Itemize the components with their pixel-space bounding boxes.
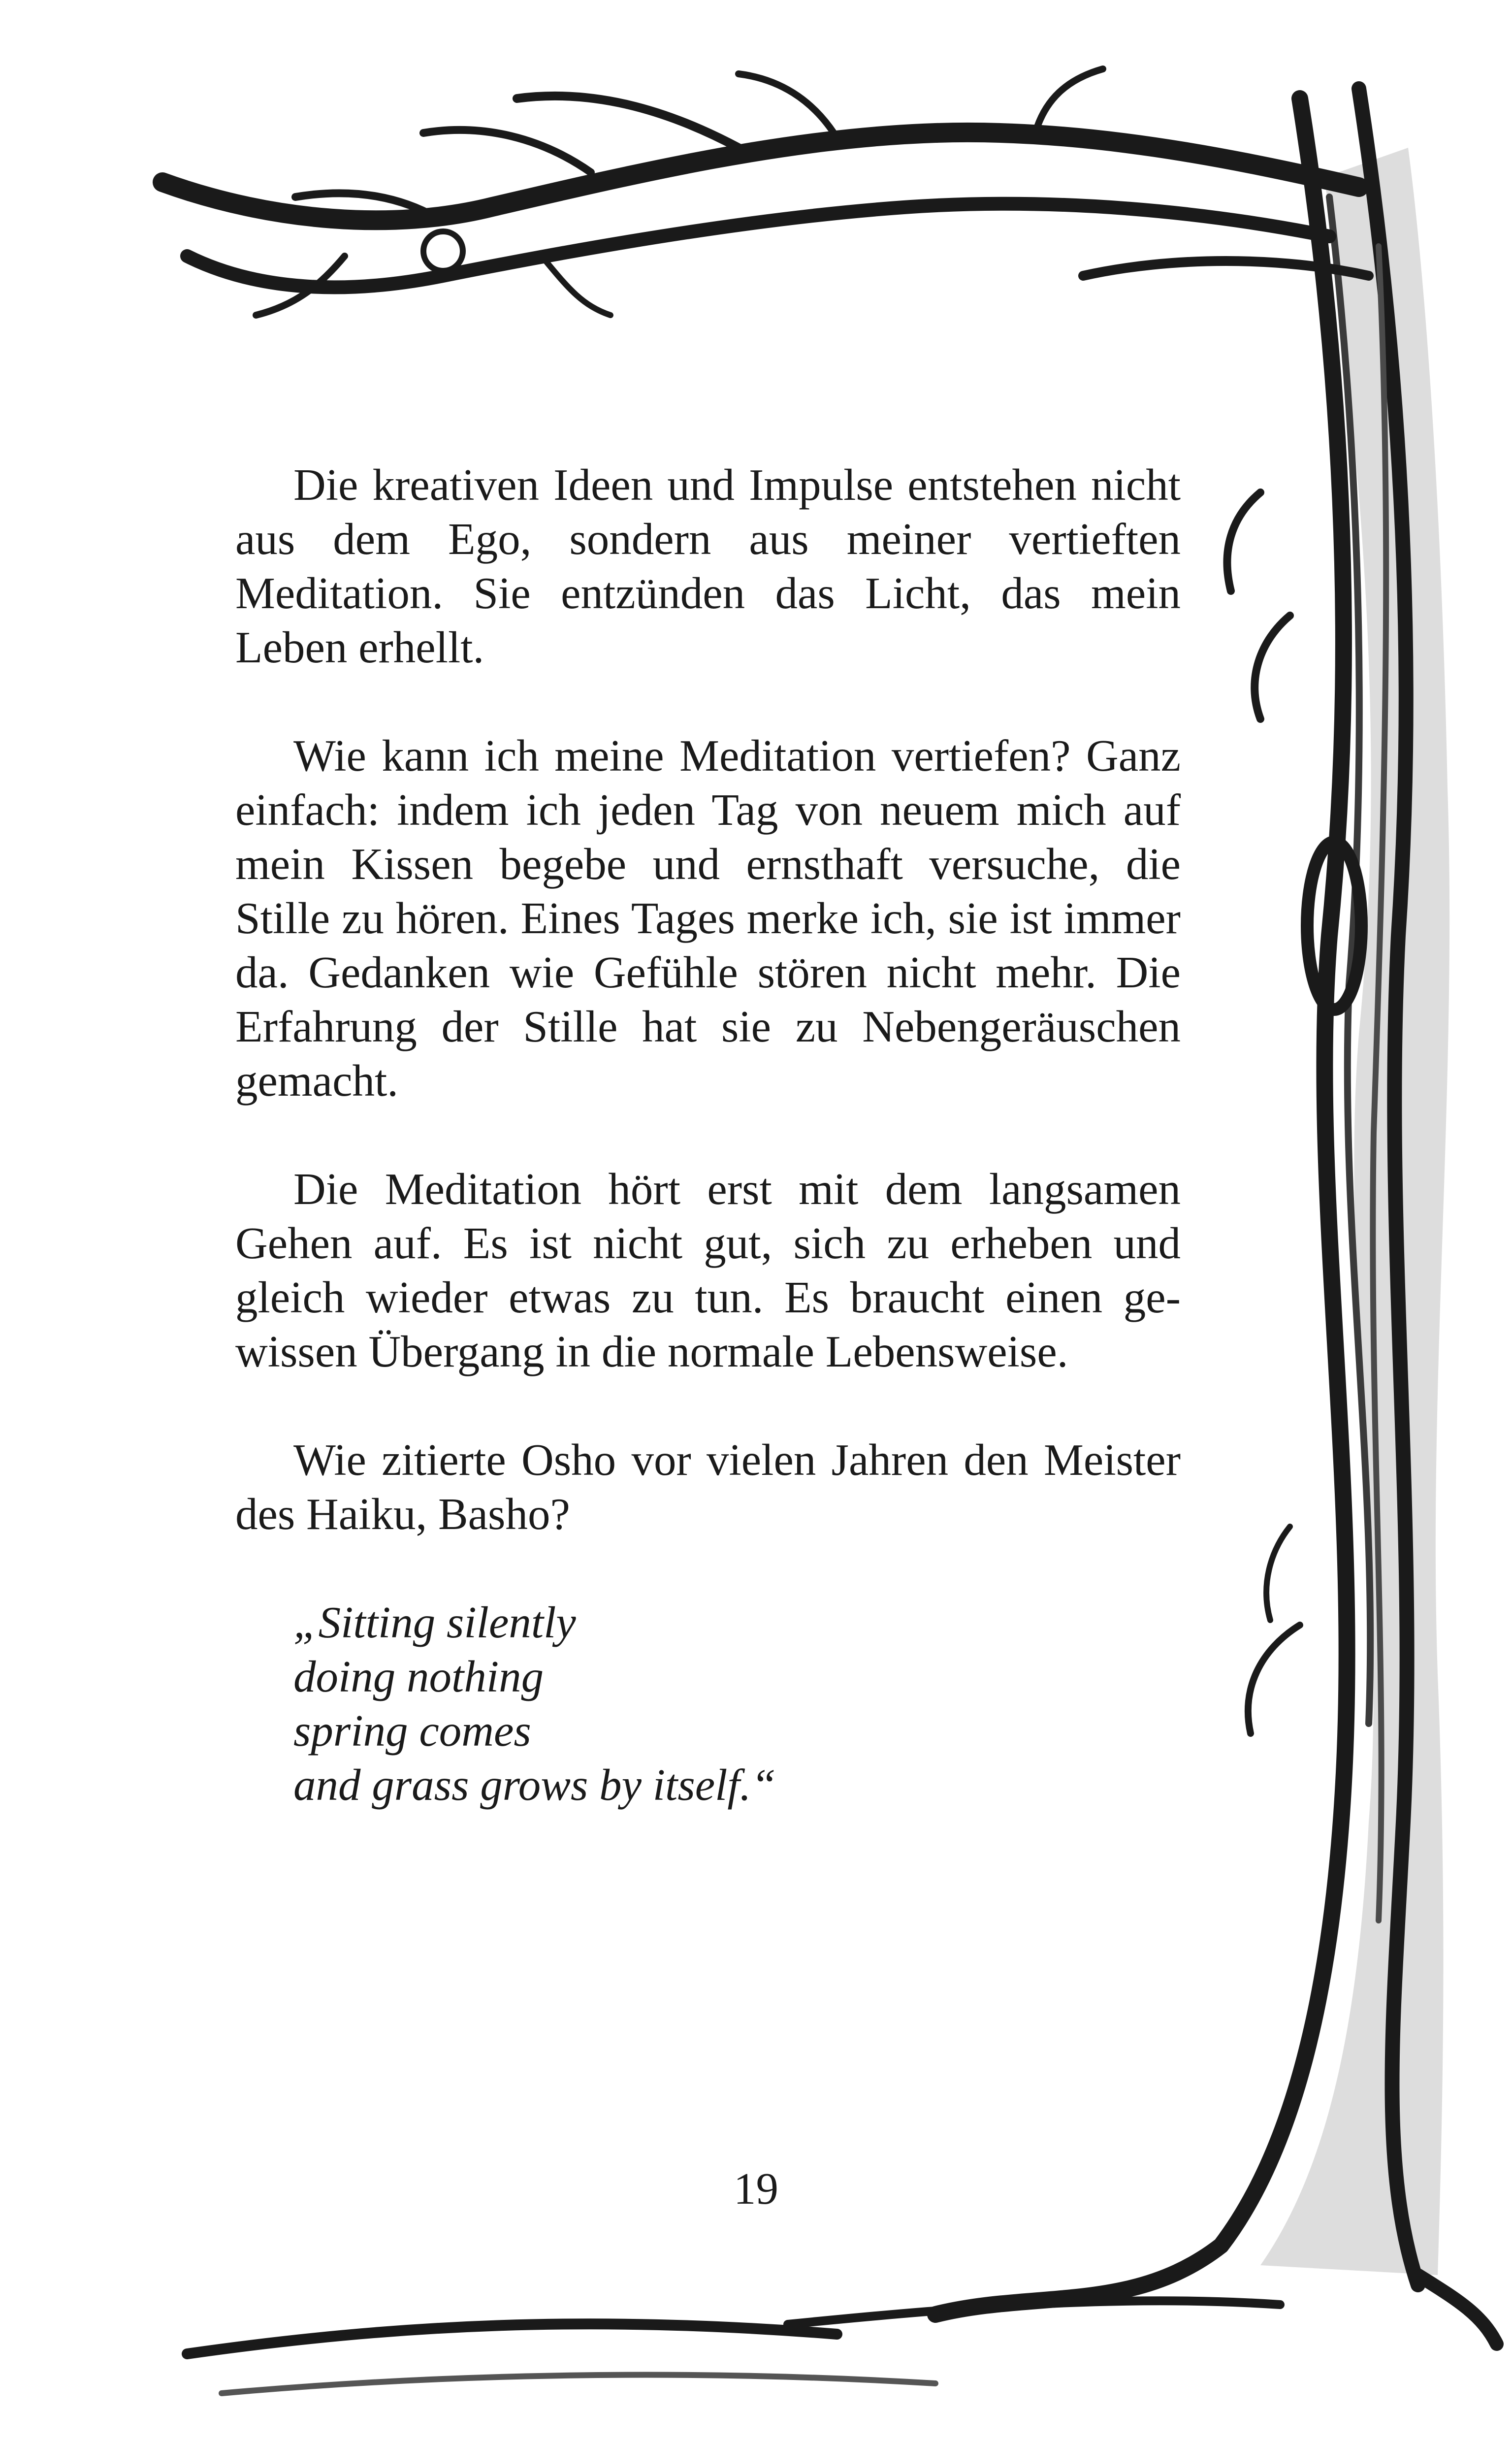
paragraph-2: Wie kann ich meine Meditation vertiefen? Ganz einfach: indem ich jeden Tag von neuem mich auf mein Kissen begebe und ernsthaft versuche, die Stille zu hören. Eines Tages merke ich, sie ist immer da. Gedanken wie Gefühle stören nicht mehr. Die Erfahrung der Stille hat sie zu Nebengeräuschen gemacht. — [235, 731, 1181, 1106]
body-text — [235, 458, 1181, 1812]
haiku-line-4: and grass grows by itself.“ — [293, 1760, 776, 1810]
ground-strokes — [187, 2301, 1280, 2393]
haiku-line-2: doing nothing — [293, 1652, 544, 1701]
haiku-line-3: spring comes — [293, 1706, 531, 1756]
page-number: 19 — [734, 2164, 778, 2214]
paragraph-4: Wie zitierte Osho vor vielen Jahren den Meister des Haiku, Basho? — [235, 1435, 1181, 1539]
paragraph-1: Die kreativen Ideen und Impulse entstehen nicht aus dem Ego, sondern aus meiner vertieften Meditation. Sie entzünden das Licht, das mein Leben erhellt. — [235, 460, 1181, 672]
haiku-line-1: „Sitting silently — [293, 1597, 576, 1647]
haiku-quote — [235, 1596, 1181, 1812]
paragraph-3: Die Meditation hört erst mit dem langsamen Gehen auf. Es ist nicht gut, sich zu erheben und gleich wieder etwas zu tun. Es braucht einen gewissen Übergang in die normale Lebensweise. — [235, 1164, 1181, 1376]
